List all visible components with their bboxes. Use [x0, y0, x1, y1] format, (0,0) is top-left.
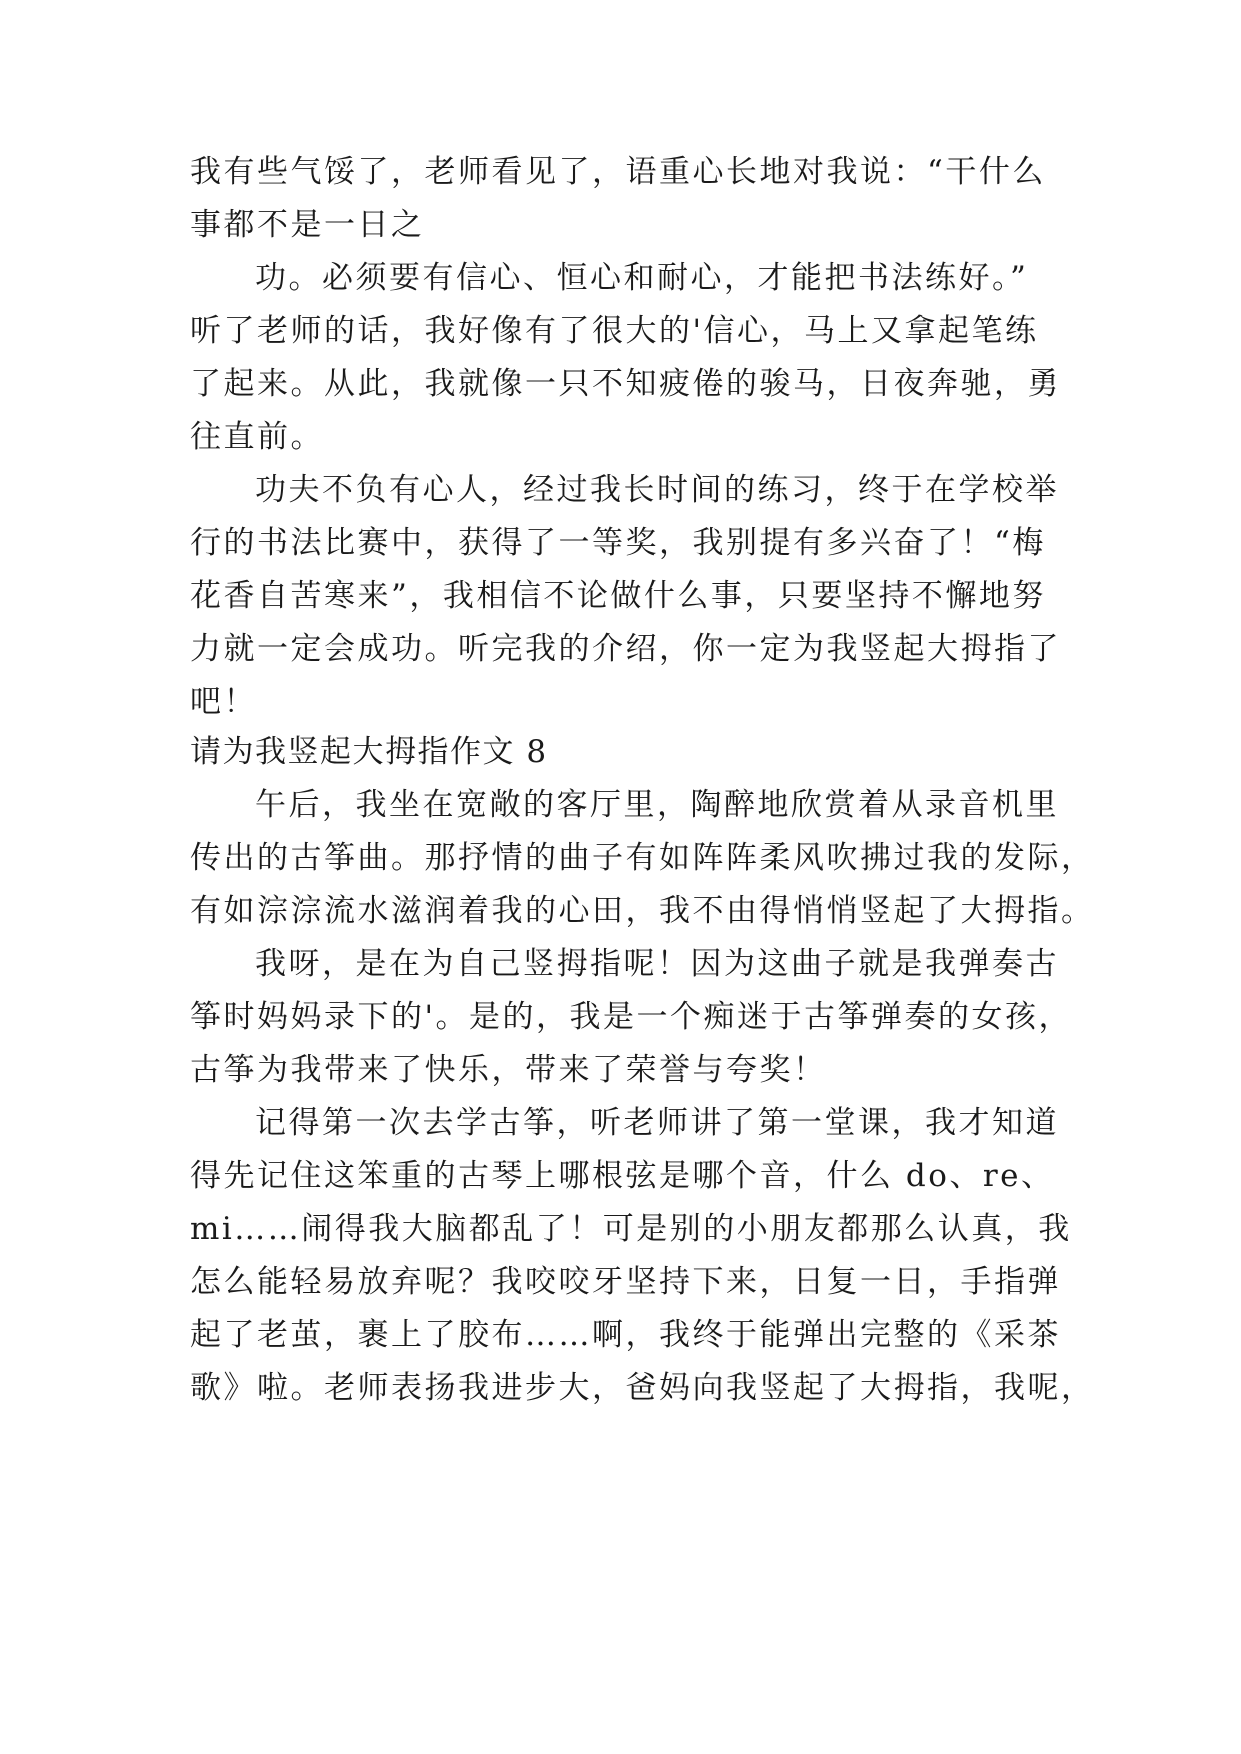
text-line: mi……闹得我大脑都乱了！可是别的小朋友都那么认真，我: [190, 1211, 1072, 1247]
text-line: 起了老茧，裹上了胶布……啊，我终于能弹出完整的《采茶: [190, 1317, 1061, 1353]
text-line: 传出的古筝曲。那抒情的曲子有如阵阵柔风吹拂过我的发际，: [190, 840, 1095, 876]
paragraph-start-line: 功。必须要有信心、恒心和耐心，才能把书法练好。”: [255, 260, 1029, 296]
text-line: 力就一定会成功。听完我的介绍，你一定为我竖起大拇指了: [190, 631, 1061, 667]
paragraph-start-line: 我呀，是在为自己竖拇指呢！因为这曲子就是我弹奏古: [255, 946, 1059, 982]
text-line: 歌》啦。老师表扬我进步大，爸妈向我竖起了大拇指，我呢，: [190, 1370, 1095, 1406]
text-line: 听了老师的话，我好像有了很大的'信心，马上又拿起笔练: [190, 313, 1039, 349]
paragraph-start-line: 午后，我坐在宽敞的客厅里，陶醉地欣赏着从录音机里: [255, 787, 1059, 823]
text-line: 古筝为我带来了快乐，带来了荣誉与夸奖！: [190, 1052, 827, 1088]
text-line: 筝时妈妈录下的'。是的，我是一个痴迷于古筝弹奏的女孩，: [190, 999, 1073, 1035]
paragraph-start-line: 记得第一次去学古筝，听老师讲了第一堂课，我才知道: [255, 1105, 1059, 1141]
text-line: 怎么能轻易放弃呢？我咬咬牙坚持下来，日复一日，手指弹: [190, 1264, 1061, 1300]
text-line: 有如淙淙流水滋润着我的心田，我不由得悄悄竖起了大拇指。: [190, 893, 1095, 929]
section-heading: 请为我竖起大拇指作文 8: [190, 734, 548, 770]
text-line: 吧！: [190, 684, 257, 720]
text-line: 得先记住这笨重的古琴上哪根弦是哪个音，什么 do、re、: [190, 1158, 1055, 1194]
text-line: 花香自苦寒来”，我相信不论做什么事，只要坚持不懈地努: [190, 578, 1046, 614]
text-line: 往直前。: [190, 419, 324, 455]
text-line: 了起来。从此，我就像一只不知疲倦的骏马，日夜奔驰，勇: [190, 366, 1061, 402]
text-line: 事都不是一日之: [190, 207, 425, 243]
text-line: 我有些气馁了，老师看见了，语重心长地对我说：“干什么: [190, 154, 1046, 190]
text-line: 行的书法比赛中，获得了一等奖，我别提有多兴奋了！“梅: [190, 525, 1046, 561]
paragraph-start-line: 功夫不负有心人，经过我长时间的练习，终于在学校举: [255, 472, 1059, 508]
